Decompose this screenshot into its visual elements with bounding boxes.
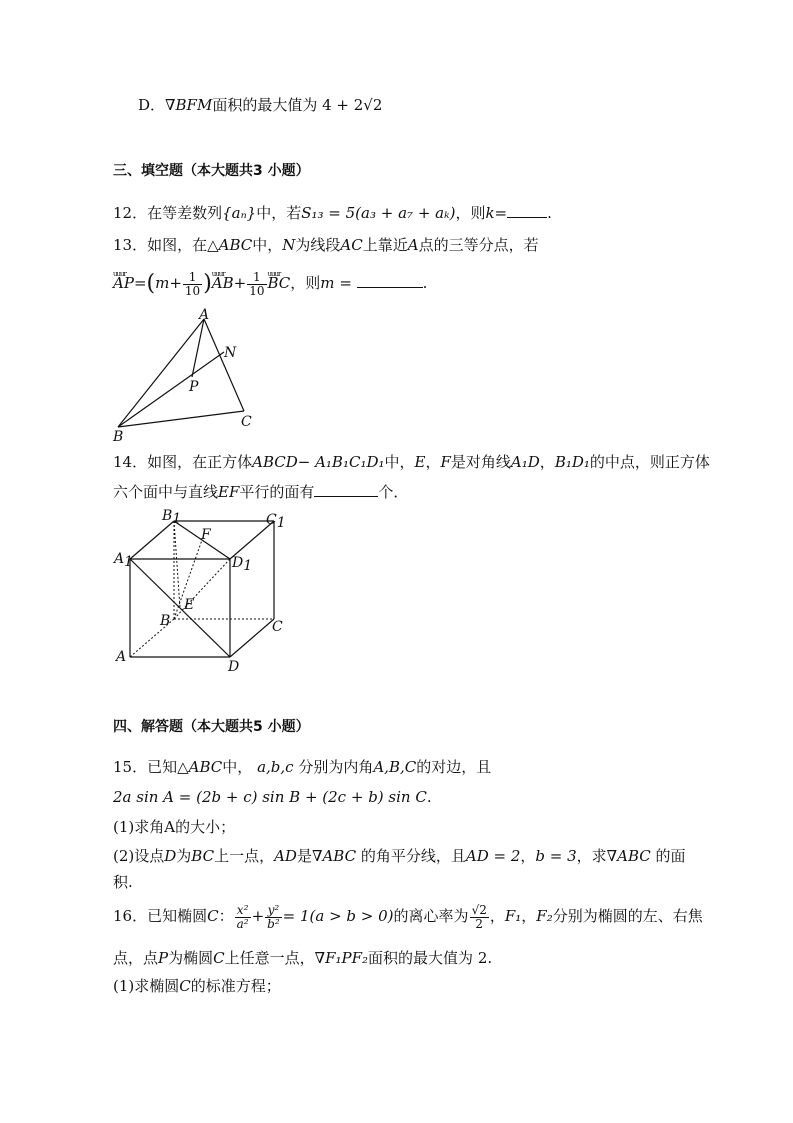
- math-op: =: [339, 274, 352, 292]
- math-var: N: [282, 236, 296, 254]
- math-op: +: [251, 907, 265, 925]
- math-expr: ABCD− A₁B₁C₁D₁: [252, 453, 385, 471]
- question-15-equation: [113, 787, 432, 807]
- math-var: C: [179, 977, 191, 995]
- question-15-part1: (1)求角A的大小；: [113, 818, 236, 836]
- math-var: A: [407, 236, 419, 254]
- math-expr: ∇F₁PF₂: [314, 949, 369, 967]
- label-d: D: [228, 659, 240, 675]
- math-var: F: [440, 453, 451, 471]
- question-text: 是: [296, 847, 312, 865]
- label-c: C: [241, 414, 252, 430]
- math-var: EF: [218, 483, 240, 501]
- math-expr: 2a sin A = (2b + c) sin B + (2c + b) sin C: [113, 788, 427, 806]
- math-expr: △ABC: [177, 758, 223, 776]
- figure-13-triangle: [110, 305, 270, 445]
- label-b1: B1: [162, 508, 182, 527]
- math-var: C: [213, 949, 225, 967]
- question-text: 上一点，: [214, 847, 275, 865]
- segment-ab: [118, 319, 204, 427]
- math-var: AC: [340, 236, 363, 254]
- punct: .: [426, 788, 432, 806]
- section-4-title: 四、解答题（本大题共5 小题）: [113, 719, 310, 735]
- math-var: BC: [191, 847, 215, 865]
- punct: ，: [489, 907, 505, 925]
- question-text: 分别为椭圆的左、右焦: [552, 907, 703, 925]
- question-14-line2: [113, 482, 408, 502]
- math-op: =: [494, 204, 508, 222]
- hidden-segment-b1e: [174, 521, 180, 608]
- vector-ab: uuur AB: [212, 268, 234, 298]
- question-12: [113, 203, 552, 223]
- question-16-part1: [113, 976, 281, 996]
- math-var: F₂: [536, 907, 553, 925]
- question-text: 面积的最大值为 2.: [368, 949, 493, 967]
- question-text: 如图，在: [147, 236, 208, 254]
- math-expr: S₁₃ = 5(a₃ + a₇ + aₖ): [301, 204, 456, 222]
- question-text: 为线段: [295, 236, 341, 254]
- math-op: +: [233, 274, 247, 292]
- question-15-part2-cont: 积.: [113, 873, 133, 891]
- diagonal-a1d: [130, 559, 230, 657]
- vector-bc: uuur BC: [268, 268, 291, 298]
- question-16-line2: [113, 948, 492, 968]
- question-text: 点，点: [113, 949, 159, 967]
- q11-option-d: [138, 95, 382, 115]
- question-text: 的中点，则正方体: [589, 453, 710, 471]
- question-text: 点的三等分点，若: [418, 236, 539, 254]
- question-number: 13．: [113, 236, 148, 254]
- punct: ：: [218, 907, 234, 925]
- punct: ，: [539, 453, 555, 471]
- math-expr: A,B,C: [373, 758, 417, 776]
- label-a1: A1: [114, 551, 134, 570]
- math-var: AD: [274, 847, 297, 865]
- fraction-y2-b2: $\frac{\text{y²}}{\text{b²}}$: [267, 902, 280, 931]
- math-expr: △ABC: [207, 236, 253, 254]
- question-text: 六个面中与直线: [113, 483, 219, 501]
- question-text: 在等差数列: [147, 204, 223, 222]
- question-text: 中，: [222, 758, 253, 776]
- question-text: 为椭圆: [168, 949, 214, 967]
- fraction-eccentricity: $\frac{√2}{2}$: [471, 902, 487, 931]
- question-text: 是对角线: [450, 453, 511, 471]
- question-text: 的对边，且: [416, 758, 492, 776]
- label-d1: D1: [232, 555, 253, 574]
- triangle-symbol: ∇: [165, 96, 176, 114]
- paren: ): [203, 271, 212, 296]
- question-text: (1)求椭圆: [113, 977, 180, 995]
- math-expr: A₁D: [510, 453, 540, 471]
- edge-b1a1: [130, 521, 174, 559]
- question-16-line1: [113, 900, 703, 932]
- math-expr: 4 + 2√2: [322, 96, 383, 114]
- option-text: 面积的最大值为: [212, 96, 318, 114]
- question-number: 16．: [113, 907, 148, 925]
- math-expr: B₁D₁: [554, 453, 590, 471]
- section-3-title: 三、填空题（本大题共3 小题）: [113, 163, 310, 179]
- label-b: B: [160, 613, 171, 629]
- math-var: k: [485, 204, 495, 222]
- option-label: D．: [138, 96, 166, 114]
- label-c: C: [272, 619, 283, 635]
- question-text: 已知椭圆: [147, 907, 208, 925]
- math-expr: ∇ABC: [606, 847, 651, 865]
- question-text: 上靠近: [362, 236, 408, 254]
- math-expr: = 1(a > b > 0): [282, 907, 394, 925]
- label-e: E: [184, 597, 195, 613]
- question-13-line1: [113, 235, 539, 255]
- fraction: $\frac{1}{10}$: [249, 269, 265, 298]
- question-13-line2: [113, 268, 427, 299]
- question-15-line1: [113, 757, 491, 777]
- math-op: =: [133, 274, 147, 292]
- punct: ，: [521, 907, 537, 925]
- label-a: A: [116, 649, 127, 665]
- math-var: D: [164, 847, 177, 865]
- question-number: 12．: [113, 204, 148, 222]
- question-text: 的离心率为: [393, 907, 469, 925]
- question-text: 的标准方程；: [190, 977, 281, 995]
- question-text: 的面: [655, 847, 686, 865]
- math-var: C: [207, 907, 219, 925]
- question-text: 中，: [252, 236, 283, 254]
- question-text: 如图，在正方体: [147, 453, 253, 471]
- paren: (: [146, 271, 156, 296]
- question-text: 个．: [378, 483, 409, 501]
- figure-14-cube: [110, 505, 300, 675]
- label-f: F: [201, 527, 211, 543]
- question-15-part2: [113, 846, 686, 866]
- math-expr: AD = 2: [465, 847, 521, 865]
- math-expr: b = 3: [535, 847, 577, 865]
- question-text: 中，若: [256, 204, 302, 222]
- question-text: 为: [176, 847, 192, 865]
- question-number: 14．: [113, 453, 148, 471]
- math-var: P: [158, 949, 169, 967]
- edge-dc: [230, 619, 274, 657]
- question-text: 已知: [147, 758, 178, 776]
- answer-blank[interactable]: [314, 482, 378, 497]
- math-expr: {aₙ}: [222, 204, 257, 222]
- segment-ap: [192, 319, 204, 377]
- math-expr: ∇ABC: [311, 847, 357, 865]
- label-c1: C1: [266, 512, 286, 531]
- label-n: N: [224, 345, 237, 361]
- math-var: BFM: [175, 96, 213, 114]
- answer-blank[interactable]: [357, 273, 423, 288]
- label-b: B: [113, 429, 124, 445]
- math-var: m: [320, 274, 335, 292]
- question-text: 的角平分线，且: [360, 847, 466, 865]
- question-text: 上任意一点，: [224, 949, 315, 967]
- question-text: ，则: [455, 204, 486, 222]
- question-text: 分别为内角: [298, 758, 374, 776]
- question-text: 平行的面有: [239, 483, 315, 501]
- math-var: F₁: [504, 907, 522, 925]
- question-text: ，则: [290, 274, 321, 292]
- fraction: $\frac{1}{10}$: [184, 269, 201, 298]
- question-number: 15．: [113, 758, 148, 776]
- math-var: E: [414, 453, 426, 471]
- question-text: 中，: [384, 453, 415, 471]
- math-expr: m+: [155, 274, 182, 292]
- answer-blank[interactable]: [507, 203, 547, 218]
- punct: .: [547, 204, 552, 222]
- fraction-x2-a2: $\frac{\text{x²}}{\text{a²}}$: [236, 902, 249, 931]
- question-text: (2)设点: [113, 847, 165, 865]
- question-14-line1: [113, 452, 710, 472]
- punct: ，: [425, 453, 441, 471]
- label-p: P: [189, 379, 199, 395]
- math-expr: a,b,c: [257, 758, 294, 776]
- punct: ，: [520, 847, 536, 865]
- segment-ac: [204, 319, 244, 411]
- label-a: A: [199, 307, 210, 323]
- vector-ap: uuur AP: [113, 268, 134, 298]
- punct: .: [422, 274, 428, 292]
- hidden-edge-bd1: [174, 559, 230, 619]
- question-text: ，求: [576, 847, 607, 865]
